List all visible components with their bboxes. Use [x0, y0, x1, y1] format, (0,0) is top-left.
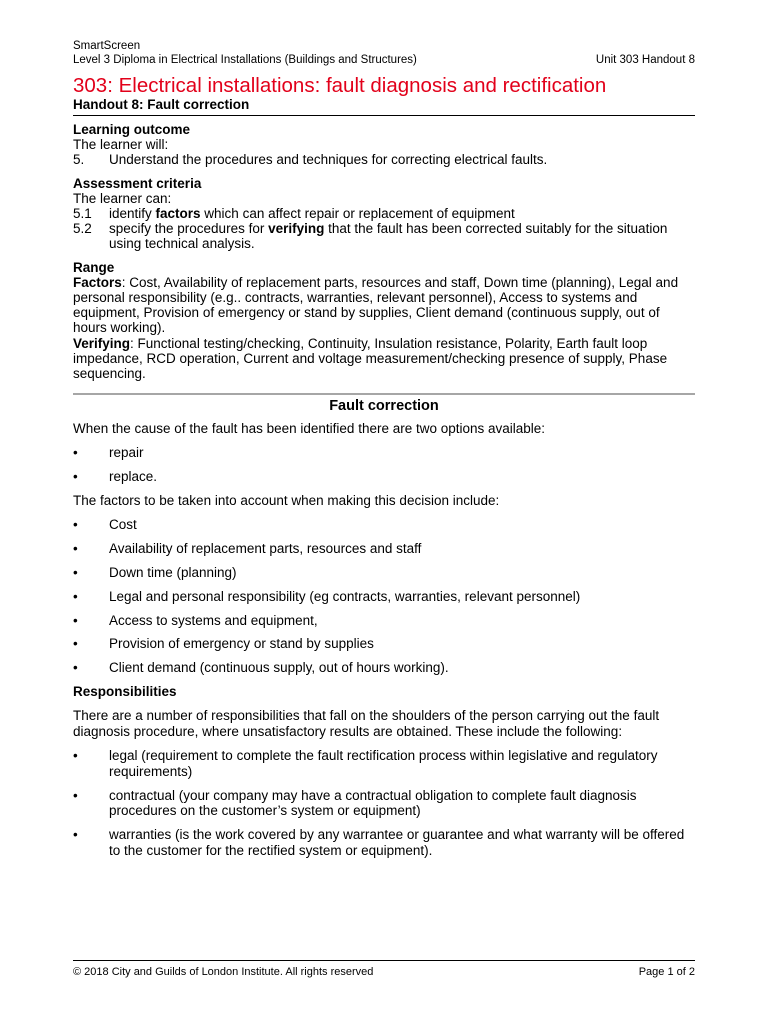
- bullet-icon: •: [73, 787, 78, 803]
- assessment-heading: Assessment criteria: [73, 175, 202, 191]
- header-course: Level 3 Diploma in Electrical Installations (Buildings and Structures): [73, 53, 417, 66]
- keyword-verifying: verifying: [268, 221, 325, 237]
- list-item: • warranties (is the work covered by any warrantee or guarantee and what warranty will be offered to the customer for the rectified system or equipment).: [73, 827, 685, 859]
- range-heading: Range: [73, 259, 115, 275]
- list-item: • Cost: [73, 516, 137, 532]
- list-item: • contractual (your company may have a contractual obligation to complete fault diagnosis procedures on the customer’s system or equipment): [73, 787, 637, 819]
- item-number: 5.1: [73, 206, 92, 222]
- responsibilities-intro: There are a number of responsibilities that fall on the shoulders of the person carrying out the fault diagnosis procedure, where unsatisfactory results are obtained. These include the following:: [73, 708, 660, 740]
- list-item: • Client demand (continuous supply, out of hours working).: [73, 660, 449, 676]
- footer-copyright: © 2018 City and Guilds of London Institute. All rights reserved: [73, 966, 374, 978]
- header-org: SmartScreen: [73, 40, 141, 52]
- page-header: [73, 40, 695, 67]
- fault-correction-intro: When the cause of the fault has been identified there are two options available:: [73, 421, 546, 436]
- bullet-icon: •: [73, 827, 78, 843]
- learning-outcome-intro: The learner will:: [73, 137, 169, 153]
- bullet-icon: •: [73, 468, 78, 484]
- list-item: • Availability of replacement parts, resources and staff: [73, 540, 422, 556]
- bullet-icon: •: [73, 540, 78, 556]
- item-number: 5.2: [73, 221, 92, 237]
- range-factors: Factors: Cost, Availability of replacement parts, resources and staff, Down time (planning), Legal and personal responsibility (e.g.. contracts, warranties, relevant personnel), Access to systems and equipment, Provision of emergency or stand by supplies, Client demand (continuous supply, out of hours working).: [73, 274, 679, 336]
- bullet-icon: •: [73, 747, 78, 763]
- assessment-item: [73, 206, 695, 221]
- item-number: 5.: [73, 152, 85, 168]
- bullet-icon: •: [73, 636, 78, 652]
- bullet-icon: •: [73, 564, 78, 580]
- list-item: • Legal and personal responsibility (eg contracts, warranties, relevant personnel): [73, 588, 581, 604]
- range-verifying: Verifying: Functional testing/checking, Continuity, Insulation resistance, Polarity, Earth fault loop impedance, RCD operation, Current and voltage measurement/checking presence of supply, Phase sequencing.: [73, 335, 668, 382]
- list-item: • Access to systems and equipment,: [73, 612, 318, 628]
- outcomes-section: [73, 122, 695, 381]
- assessment-intro: The learner can:: [73, 190, 172, 206]
- factors-intro: The factors to be taken into account when making this decision include:: [73, 492, 500, 508]
- item-text: identify factors which can affect repair or replacement of equipment: [109, 206, 515, 222]
- header-unit-ref: Unit 303 Handout 8: [595, 53, 695, 66]
- document-subtitle: Handout 8: Fault correction: [73, 97, 250, 112]
- section-divider: [73, 393, 695, 395]
- responsibilities-heading: Responsibilities: [73, 684, 177, 700]
- list-item: • repair: [73, 444, 144, 460]
- responsibilities-list: [73, 748, 695, 859]
- item-text: Understand the procedures and techniques for correcting electrical faults.: [109, 152, 548, 168]
- page-footer: [73, 960, 695, 978]
- page-number: Page 1 of 2: [638, 966, 695, 978]
- keyword-factors: factors: [155, 206, 201, 222]
- factors-list: [73, 517, 695, 677]
- bullet-icon: •: [73, 444, 78, 460]
- list-item: • replace.: [73, 468, 158, 484]
- title-divider: [73, 115, 695, 116]
- options-list: [73, 445, 695, 485]
- document-title: 303: Electrical installations: fault diagnosis and rectification: [73, 74, 607, 97]
- bullet-icon: •: [73, 588, 78, 604]
- bullet-icon: •: [73, 516, 78, 532]
- item-text: specify the procedures for verifying that the fault has been corrected suitably for the situation using technical analysis.: [109, 221, 668, 252]
- learning-outcome-item: [73, 152, 695, 167]
- fault-correction-heading: Fault correction: [329, 398, 439, 414]
- bullet-icon: •: [73, 612, 78, 628]
- list-item: • legal (requirement to complete the fault rectification process within legislative and regulatory requirements): [73, 747, 658, 779]
- bullet-icon: •: [73, 660, 78, 676]
- learning-outcome-heading: Learning outcome: [73, 122, 191, 137]
- list-item: • Down time (planning): [73, 564, 237, 580]
- list-item: • Provision of emergency or stand by supplies: [73, 636, 374, 652]
- assessment-item: [73, 221, 695, 251]
- fault-correction-section: [73, 421, 695, 867]
